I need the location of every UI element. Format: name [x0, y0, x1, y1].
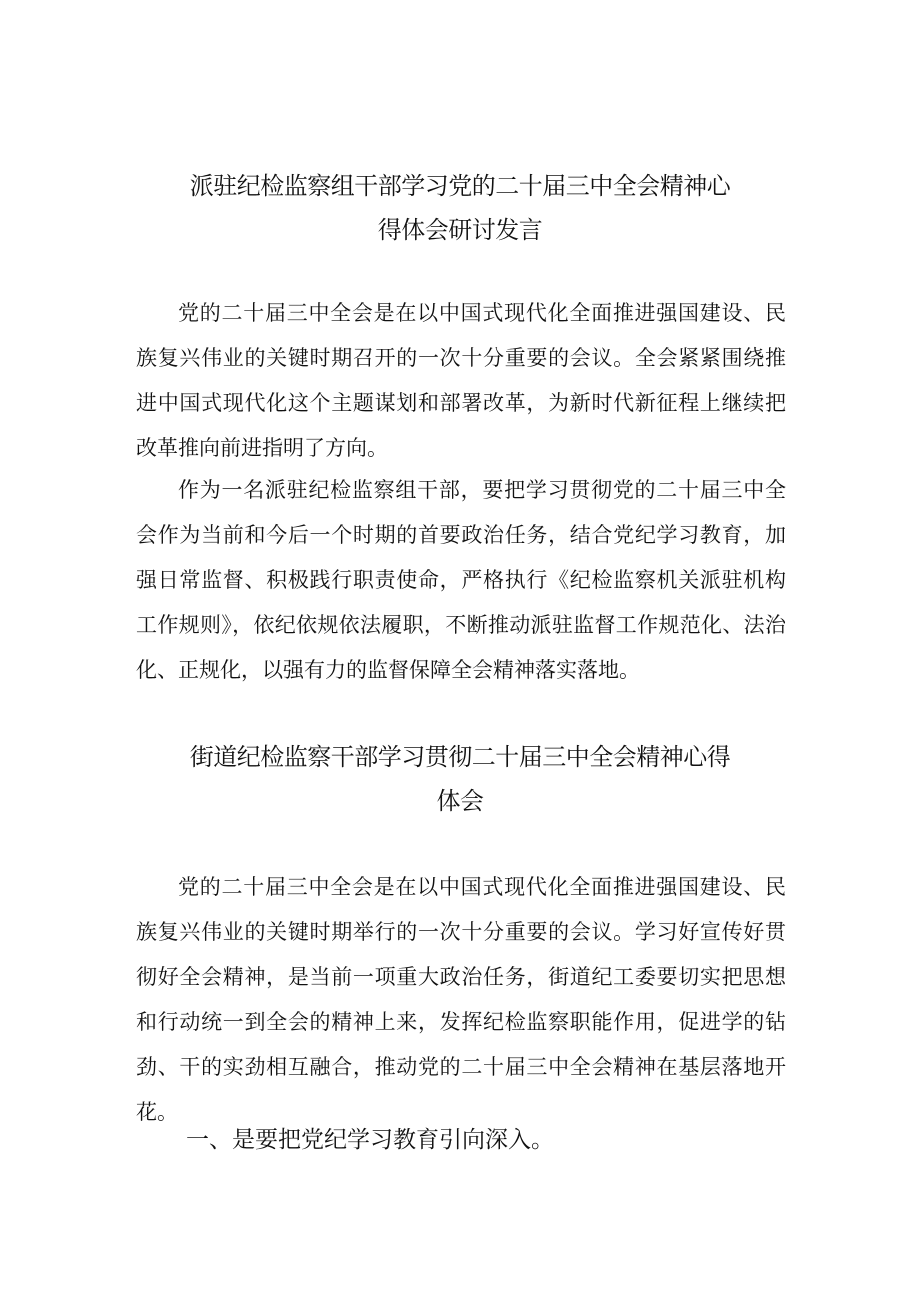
section2-heading1: 一、是要把党纪学习教育引向深入。: [186, 1127, 554, 1153]
section1-title: [120, 164, 800, 252]
section1-title-line2: 得体会研讨发言: [377, 216, 543, 244]
section2-title: [120, 735, 800, 823]
section2-paragraph1: 党的二十届三中全会是在以中国式现代化全面推进强国建设、民族复兴伟业的关键时期举行的一次十分重要的会议。学习好宣传好贯彻好全会精神，是当前一项重大政治任务，街道纪工委要切实把思想和行动统一到全会的精神上来，发挥纪检监察职能作用，促进学的钻劲、干的实劲相互融合，推动党的二十届三中全会精神在基层落地开花。: [136, 875, 786, 1124]
section1-title-line1: 派驻纪检监察组干部学习党的二十届三中全会精神心: [189, 172, 731, 200]
section2-title-line2: 体会: [436, 787, 484, 815]
section1-paragraph1: 党的二十届三中全会是在以中国式现代化全面推进强国建设、民族复兴伟业的关键时期召开的一次十分重要的会议。全会紧紧围绕推进中国式现代化这个主题谋划和部署改革，为新时代新征程上继续把改革推向前进指明了方向。: [136, 301, 786, 460]
section2-title-line1: 街道纪检监察干部学习贯彻二十届三中全会精神心得: [189, 743, 731, 771]
section1-paragraph2: 作为一名派驻纪检监察组干部，要把学习贯彻党的二十届三中全会作为当前和今后一个时期的首要政治任务，结合党纪学习教育，加强日常监督、积极践行职责使命，严格执行《纪检监察机关派驻机构工作规则》，依纪依规依法履职，不断推动派驻监督工作规范化、法治化、正规化，以强有力的监督保障全会精神落实落地。: [136, 478, 786, 682]
